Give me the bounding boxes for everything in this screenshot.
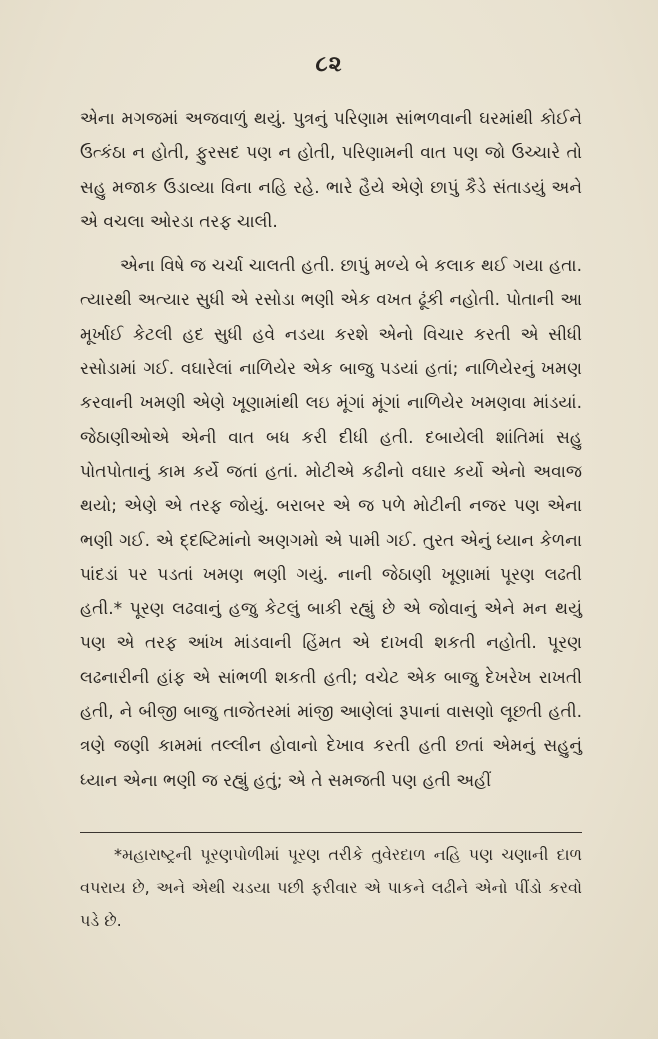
footnote-divider <box>80 832 582 833</box>
page-number: ૮૨ <box>315 52 343 77</box>
footnote: *મહારાષ્ટ્રની પૂરણપોળીમાં પૂરણ તરીકે તુવેરદાળ નહિ પણ ચણાની દાળ વપરાય છે, અને એથી ચડયા પછી ફરીવાર એ પાકને લઢીને એનો પીંડો કરવો પડે છે. <box>80 845 582 930</box>
body-text <box>80 102 582 798</box>
paragraph-1: એના મગજમાં અજવાળું થયું. પુત્રનું પરિણામ સાંભળવાની ઘરમાંથી કોઈને ઉત્કંઠા ન હોતી, ફુરસદ પણ ન હોતી, પરિણામની વાત પણ જો ઉચ્ચારે તો સહુ મજાક ઉડાવ્યા વિના નહિ રહે. ભારે હૈયે એણે છાપું કૈડે સંતાડયું અને એ વચલા ઓરડા તરફ ચાલી. <box>80 109 582 232</box>
paragraph-2: એના વિષે જ ચર્ચા ચાલતી હતી. છાપું મળ્યે બે કલાક થઈ ગયા હતા. ત્યારથી અત્યાર સુધી એ રસોડા ભણી એક વખત ઢૂંકી નહોતી. પોતાની આ મૂર્ખાઈ કેટલી હદ સુધી હવે નડયા કરશે એનો વિચાર કરતી એ સીધી રસોડામાં ગઈ. વઘારેલાં નાળિયેર એક બાજુ પડયાં હતાં; નાળિયેરનું ખમણ કરવાની ખમણી એણે ખૂણામાંથી લઇ મૂંગાં મૂંગાં નાળિયેર ખમણવા માંડયાં. જેઠાણીઓએ એની વાત બધ કરી દીધી હતી. દબાયેલી શાંતિમાં સહુ પોતપોતાનું કામ કર્યે જતાં હતાં. મોટીએ કઢીનો વઘાર કર્યો એનો અવાજ થયો; એણે એ તરફ જોયું. બરાબર એ જ પળે મોટીની નજર પણ એના ભણી ગઈ. એ દ્દષ્ટિમાંનો અણગમો એ પામી ગઈ. તુરત એનું ધ્યાન કેળના પાંદડાં પર પડતાં ખમણ ભણી ગયું. નાની જેઠાણી ખૂણામાં પૂરણ લઢતી હતી.* પૂરણ લઢવાનું હજુ કેટલું બાકી રહ્યું છે એ જોવાનું એને મન થયું પણ એ તરફ આંખ માંડવાની હિંમત એ દાખવી શકતી નહોતી. પૂરણ લઢનારીની હાંફ એ સાંભળી શકતી હતી; વચેટ એક બાજુ દેખરેખ રાખતી હતી, ને બીજી બાજુ તાજેતરમાં માંજી આણેલાં રૂપાનાં વાસણો લૂછતી હતી. ત્રણે જણી કામમાં તલ્લીન હોવાનો દેખાવ કરતી હતી છતાં એમનું સહુનું ધ્યાન એના ભણી જ રહ્યું હતું; એ તે સમજતી પણ હતી અહીં <box>80 256 582 791</box>
